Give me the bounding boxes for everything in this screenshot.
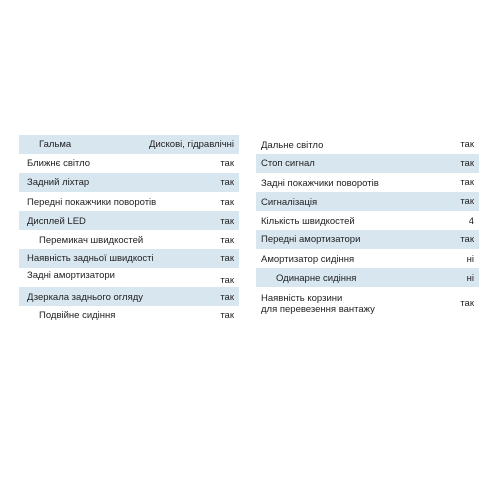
spec-value: так xyxy=(220,197,234,208)
spec-label: Задні покажчики поворотів xyxy=(261,178,379,189)
spec-table-left xyxy=(19,135,239,325)
spec-row xyxy=(256,249,479,268)
spec-label: Стоп сигнал xyxy=(261,158,315,169)
spec-value: так xyxy=(220,275,234,286)
spec-value: Дискові, гідравлічні xyxy=(149,139,234,150)
spec-value: так xyxy=(460,234,474,245)
spec-label: Передні покажчики поворотів xyxy=(27,197,157,208)
spec-row xyxy=(256,192,479,211)
spec-label: Подвійне сидіння xyxy=(39,310,116,321)
spec-label: Перемикач швидкостей xyxy=(39,235,144,246)
spec-label: Дальне світло xyxy=(261,140,324,151)
spec-row xyxy=(19,230,239,249)
spec-value: 4 xyxy=(468,216,474,227)
spec-value: так xyxy=(220,177,234,188)
spec-value: ні xyxy=(466,273,474,284)
spec-row xyxy=(19,173,239,192)
spec-row xyxy=(256,287,479,329)
spec-label: Кількість швидкостей xyxy=(261,216,355,227)
spec-label: Передні амортизатори xyxy=(261,234,361,245)
spec-label: Гальма xyxy=(39,139,72,150)
spec-value: так xyxy=(460,158,474,169)
spec-value: так xyxy=(460,298,474,309)
spec-label: Сигналізація xyxy=(261,197,318,208)
spec-row xyxy=(256,135,479,154)
spec-row xyxy=(19,249,239,268)
spec-row xyxy=(19,135,239,154)
spec-value: так xyxy=(460,196,474,207)
spec-row xyxy=(256,230,479,249)
spec-value: так xyxy=(220,310,234,321)
spec-row xyxy=(19,287,239,306)
spec-label: Ближнє світло xyxy=(27,158,91,169)
spec-value: так xyxy=(220,292,234,303)
spec-row xyxy=(256,268,479,287)
spec-label: Одинарне сидіння xyxy=(276,273,357,284)
spec-row xyxy=(19,192,239,211)
spec-value: так xyxy=(220,235,234,246)
spec-value: так xyxy=(220,216,234,227)
spec-label: Задний ліхтар xyxy=(27,177,90,188)
spec-label: Дисплей LED xyxy=(27,216,86,227)
spec-value: так xyxy=(220,253,234,264)
spec-row xyxy=(256,173,479,192)
spec-label: Амортизатор сидіння xyxy=(261,254,355,265)
spec-label: Задні амортизатори xyxy=(27,270,115,281)
spec-label: Наявність задньої швидкості xyxy=(27,253,154,264)
spec-value: ні xyxy=(466,254,474,265)
spec-row xyxy=(19,154,239,173)
spec-value: так xyxy=(460,139,474,150)
spec-row xyxy=(256,154,479,173)
spec-value: так xyxy=(220,158,234,169)
spec-label: Наявність корзини для перевезення вантажу xyxy=(261,293,375,315)
spec-value: так xyxy=(460,177,474,188)
spec-row xyxy=(19,211,239,230)
spec-row xyxy=(19,268,239,287)
spec-row xyxy=(19,306,239,325)
spec-label: Дзеркала заднього огляду xyxy=(27,292,144,303)
spec-table-right xyxy=(256,135,479,329)
spec-row xyxy=(256,211,479,230)
